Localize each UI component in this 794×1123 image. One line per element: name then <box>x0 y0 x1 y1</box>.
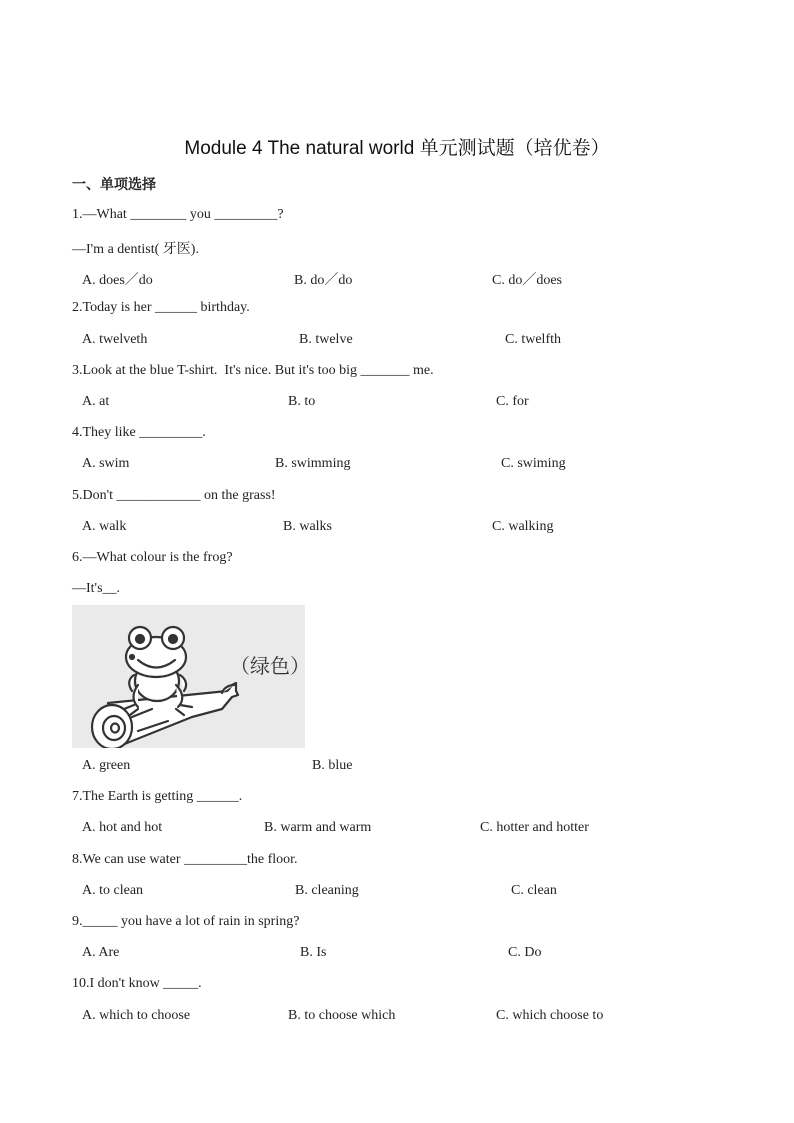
question-5: 5.Don't ____________ on the grass! <box>72 488 276 503</box>
q5-option-b: B. walks <box>283 519 332 534</box>
question-10: 10.I don't know _____. <box>72 976 202 991</box>
q4-option-b: B. swimming <box>275 456 351 471</box>
question-9: 9._____ you have a lot of rain in spring? <box>72 914 300 929</box>
q3-option-c: C. for <box>496 394 529 409</box>
page-title: Module 4 The natural world 单元测试题（培优卷） <box>184 138 610 159</box>
q7-option-c: C. hotter and hotter <box>480 820 589 835</box>
q9-option-c: C. Do <box>508 945 542 960</box>
q3-option-b: B. to <box>288 394 316 409</box>
question-7: 7.The Earth is getting ______. <box>72 789 243 804</box>
q3-option-a: A. at <box>82 394 110 409</box>
q2-option-b: B. twelve <box>299 332 353 347</box>
q10-option-c: C. which choose to <box>496 1008 604 1023</box>
frog-on-log-icon <box>72 605 305 748</box>
q2-option-a: A. twelveth <box>82 332 148 347</box>
frog-color-label: （绿色） <box>230 654 305 678</box>
q1-option-c: C. do／does <box>492 273 562 288</box>
question-6: 6.—What colour is the frog? <box>72 550 233 565</box>
q7-option-a: A. hot and hot <box>82 820 163 835</box>
q9-option-a: A. Are <box>82 945 120 960</box>
q10-option-b: B. to choose which <box>288 1008 396 1023</box>
q1-option-a: A. does／do <box>82 273 153 288</box>
q7-option-b: B. warm and warm <box>264 820 372 835</box>
q2-option-c: C. twelfth <box>505 332 561 347</box>
q9-option-b: B. Is <box>300 945 327 960</box>
q8-option-c: C. clean <box>511 883 557 898</box>
question-6-answer-line: —It's__. <box>72 581 121 596</box>
q1-option-b: B. do／do <box>294 273 353 288</box>
question-4: 4.They like _________. <box>72 425 206 440</box>
q4-option-a: A. swim <box>82 456 130 471</box>
q8-option-b: B. cleaning <box>295 883 359 898</box>
section-heading: 一、单项选择 <box>72 177 156 193</box>
q6-option-a: A. green <box>82 758 131 773</box>
q5-option-c: C. walking <box>492 519 554 534</box>
question-3: 3.Look at the blue T-shirt. It's nice. But it's too big _______ me. <box>72 363 434 378</box>
question-1: 1.—What ________ you _________? <box>72 207 284 222</box>
question-8: 8.We can use water _________the floor. <box>72 852 298 867</box>
q6-option-b: B. blue <box>312 758 353 773</box>
q4-option-c: C. swiming <box>501 456 566 471</box>
q8-option-a: A. to clean <box>82 883 144 898</box>
q5-option-a: A. walk <box>82 519 127 534</box>
question-2: 2.Today is her ______ birthday. <box>72 300 250 315</box>
question-1-answer-line: —I'm a dentist( 牙医). <box>72 242 199 257</box>
frog-illustration <box>72 605 305 748</box>
q10-option-a: A. which to choose <box>82 1008 191 1023</box>
